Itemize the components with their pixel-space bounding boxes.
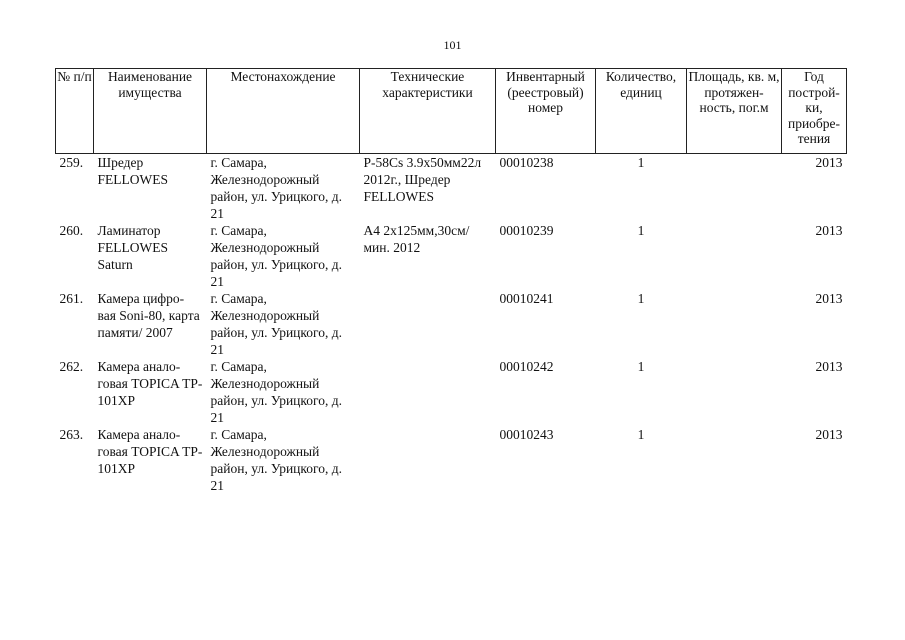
table-row (56, 358, 847, 426)
cell-num: 259. (59, 155, 84, 170)
page-number: 101 (443, 38, 462, 52)
table-row (56, 154, 847, 223)
cell-specs: P-58Cs 3.9х50мм22л 2012г., Шредер FELLOWES (363, 155, 482, 204)
cell-inventory: 00010239 (499, 223, 554, 238)
cell-year: 2013 (815, 427, 843, 442)
cell-num: 261. (59, 291, 84, 306)
cell-qty: 1 (637, 359, 645, 374)
cell-inventory: 00010242 (499, 359, 554, 374)
cell-location: г. Самара, Железнодорожный район, ул. Урицкого, д. 21 (210, 427, 342, 493)
cell-location: г. Самара, Железнодорожный район, ул. Урицкого, д. 21 (210, 359, 342, 425)
header-area: Площадь, кв. м, протяжен-ность, пог.м (687, 69, 782, 154)
cell-year: 2013 (815, 291, 843, 306)
cell-specs (360, 290, 496, 358)
header-year: Год построй-ки, приобре-тения (782, 69, 847, 154)
cell-name: Шредер FELLOWES (97, 155, 168, 187)
cell-location: г. Самара, Железнодорожный район, ул. Урицкого, д. 21 (210, 291, 342, 357)
cell-area (687, 426, 782, 494)
cell-year: 2013 (815, 155, 843, 170)
header-name: Наименование имущества (94, 69, 207, 154)
cell-area (687, 358, 782, 426)
cell-year: 2013 (815, 223, 843, 238)
cell-inventory: 00010243 (499, 427, 554, 442)
cell-qty: 1 (637, 427, 645, 442)
cell-location: г. Самара, Железнодорожный район, ул. Урицкого, д. 21 (210, 223, 342, 289)
header-specs: Технические характеристики (360, 69, 496, 154)
header-num: № п/п (56, 69, 94, 154)
cell-num: 260. (59, 223, 84, 238)
cell-name: Камера анало-говая TOPICA TP-101XP (97, 427, 203, 476)
cell-area (687, 154, 782, 223)
cell-name: Камера анало-говая TOPICA TP-101XP (97, 359, 203, 408)
cell-inventory: 00010238 (499, 155, 554, 170)
cell-specs (360, 426, 496, 494)
cell-qty: 1 (637, 155, 645, 170)
table-row (56, 426, 847, 494)
cell-area (687, 222, 782, 290)
cell-location: г. Самара, Железнодорожный район, ул. Урицкого, д. 21 (210, 155, 342, 221)
table-row (56, 290, 847, 358)
cell-name: Камера цифро-вая Soni-80, карта памяти/ 2007 (97, 291, 200, 340)
cell-specs: A4 2х125мм,30см/мин. 2012 (363, 223, 470, 255)
header-qty: Количество, единиц (596, 69, 687, 154)
table-row (56, 222, 847, 290)
cell-qty: 1 (637, 291, 645, 306)
table-body (56, 154, 847, 495)
cell-name: Ламинатор FELLOWES Saturn (97, 223, 168, 272)
table-header (56, 69, 847, 154)
header-location: Местонахождение (207, 69, 360, 154)
cell-inventory: 00010241 (499, 291, 554, 306)
cell-specs (360, 358, 496, 426)
cell-qty: 1 (637, 223, 645, 238)
cell-num: 262. (59, 359, 84, 374)
cell-num: 263. (59, 427, 84, 442)
header-inventory: Инвентарный (реестровый) номер (496, 69, 596, 154)
cell-year: 2013 (815, 359, 843, 374)
inventory-table (55, 68, 847, 494)
cell-area (687, 290, 782, 358)
